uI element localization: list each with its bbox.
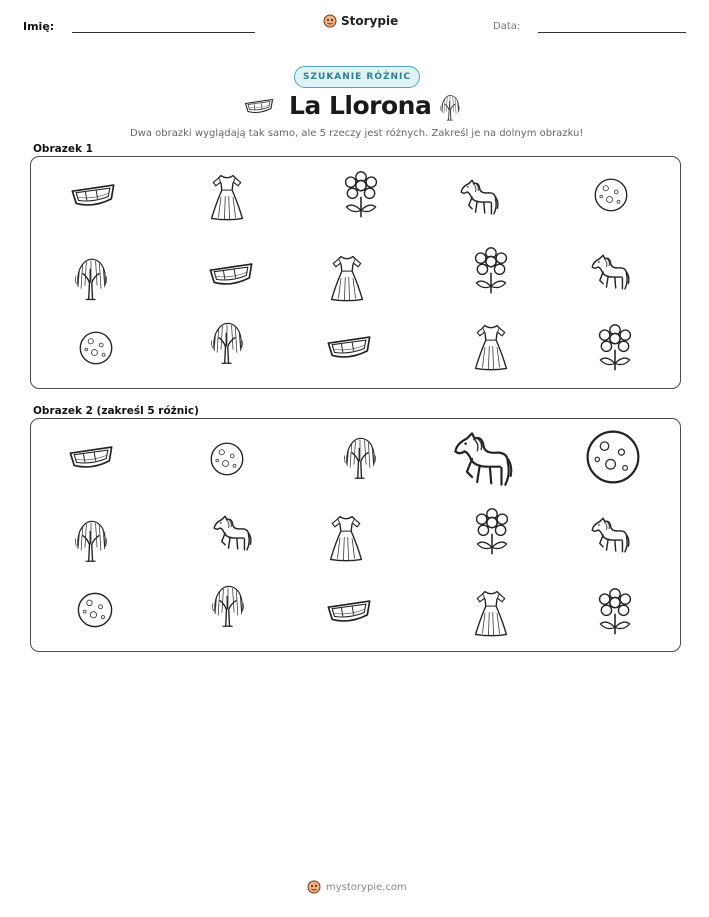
picture-2-canvas[interactable]: [31, 419, 682, 653]
storypie-mascot-icon: [307, 880, 321, 894]
horse-icon[interactable]: [592, 518, 629, 552]
name-line[interactable]: [72, 32, 255, 33]
horse-icon: [592, 255, 629, 289]
willow-icon[interactable]: [213, 586, 244, 626]
horse-icon[interactable]: [455, 433, 511, 484]
dress-icon: [212, 176, 243, 220]
boat-icon: [244, 97, 274, 115]
boat-icon: [210, 264, 251, 284]
moon-icon[interactable]: [78, 593, 111, 626]
footer: [307, 880, 407, 894]
flower-icon[interactable]: [600, 589, 631, 634]
brand-name: Storypie: [341, 14, 399, 28]
flower-icon[interactable]: [477, 509, 508, 554]
flower-icon: [476, 248, 507, 293]
picture-2-panel[interactable]: [30, 418, 681, 652]
panel2-label: Obrazek 2 (zakreśl 5 różnic): [33, 405, 199, 417]
willow-icon: [438, 93, 462, 121]
picture-1-panel: [30, 156, 681, 389]
boat-icon[interactable]: [328, 601, 369, 621]
dress-icon: [332, 257, 363, 301]
boat-icon[interactable]: [70, 447, 111, 467]
moon-icon: [595, 179, 627, 211]
date-label: Data:: [493, 21, 521, 32]
dress-icon[interactable]: [476, 592, 507, 636]
willow-icon[interactable]: [345, 438, 376, 478]
horse-icon: [461, 180, 498, 214]
picture-1-canvas: [31, 157, 682, 390]
page-title: La Llorona: [289, 91, 432, 120]
storypie-mascot-icon: [323, 14, 337, 28]
moon-icon[interactable]: [588, 432, 639, 483]
boat-icon: [328, 337, 369, 357]
willow-icon: [212, 323, 243, 363]
dress-icon: [476, 326, 507, 370]
instructions: Dwa obrazki wyglądają tak samo, ale 5 rzeczy jest różnych. Zakreśl je na dolnym obrazku!: [130, 128, 584, 139]
panel1-label: Obrazek 1: [33, 143, 93, 155]
willow-icon: [75, 259, 106, 299]
boat-icon: [72, 185, 113, 205]
footer-url: mystorypie.com: [326, 881, 407, 893]
flower-icon: [346, 172, 377, 217]
name-label: Imię:: [23, 20, 55, 33]
horse-icon[interactable]: [214, 516, 251, 550]
activity-badge: SZUKANIE RÓŻNIC: [294, 66, 420, 88]
moon-icon[interactable]: [211, 443, 243, 475]
brand-logo: [323, 14, 398, 28]
dress-icon[interactable]: [331, 517, 362, 561]
date-line[interactable]: [538, 32, 686, 33]
willow-icon[interactable]: [76, 521, 107, 561]
moon-icon: [80, 332, 112, 364]
flower-icon: [600, 325, 631, 370]
